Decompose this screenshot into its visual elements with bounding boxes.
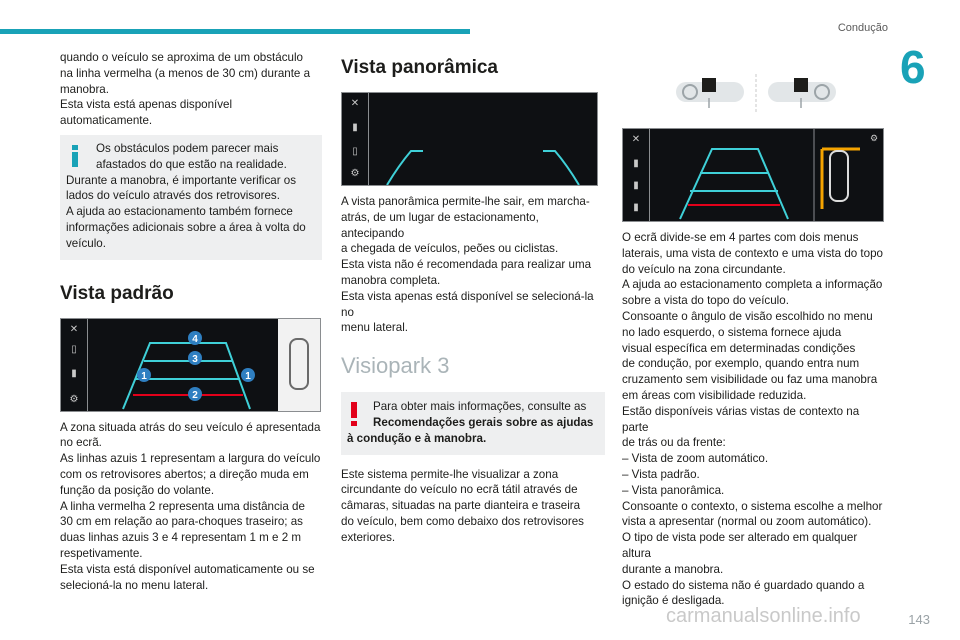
body-line: O tipo de vista pode ser alterado em qualquer altura — [622, 531, 858, 560]
intro-line: manobra. — [60, 82, 109, 96]
body-line: circundante do veículo no ecrã tátil através de — [341, 483, 578, 497]
info-note — [60, 135, 322, 260]
camera-front-icon: ▮ — [633, 180, 639, 191]
body-line: selecioná-la no menu lateral. — [60, 578, 209, 592]
body-line: duas linhas azuis 3 e 4 representam 1 m e 2 m — [60, 531, 302, 545]
note-line: informações adicionais sobre a área à volta do — [66, 220, 306, 234]
body-line: menu lateral. — [341, 321, 409, 335]
warning-line: à condução e à manobra. — [347, 431, 487, 445]
body-line: no ecrã. — [60, 436, 102, 450]
body-line: A ajuda ao estacionamento completa a informação — [622, 278, 883, 292]
body-line: exteriores. — [341, 530, 396, 544]
warning-line: Recomendações gerais sobre as ajudas — [373, 415, 594, 429]
column-1 — [60, 50, 322, 593]
heading-panoramic-view: Vista panorâmica — [341, 57, 499, 78]
body-line: laterais, uma vista de contexto e uma vista do topo — [622, 246, 884, 260]
standard-view-body — [60, 420, 322, 594]
panoramic-view-body — [341, 194, 605, 336]
note-line: veículo. — [66, 236, 106, 250]
column-3 — [622, 72, 884, 609]
camera-rear-icon: ▮ — [71, 367, 77, 379]
body-line: Este sistema permite-lhe visualizar a zona — [341, 467, 559, 481]
visiopark-body — [341, 467, 605, 546]
heading-standard-view: Vista padrão — [60, 282, 174, 304]
body-line: do veículo, bem como debaixo dos retrovisores — [341, 514, 584, 528]
body-line: Consoante o ângulo de visão escolhido no menu — [622, 309, 873, 323]
visiopark-description — [622, 230, 884, 609]
body-line: A vista panorâmica permite-lhe sair, em marcha- — [341, 195, 590, 208]
chapter-number: 6 — [900, 41, 926, 93]
intro-line: quando o veículo se aproxima de um obstáculo — [60, 51, 303, 64]
body-line: Estão disponíveis várias vistas de contexto na parte — [622, 404, 860, 434]
panoramic-view-screen — [341, 92, 598, 186]
marker-label: 1 — [141, 370, 147, 382]
body-line: O ecrã divide-se em 4 partes com dois menus — [622, 231, 859, 244]
camera-rear-icon: ▮ — [633, 158, 639, 169]
screen-side-menu — [61, 319, 88, 411]
body-line: câmaras, situadas na parte dianteira e traseira — [341, 499, 581, 513]
note-line: Os obstáculos podem parecer mais — [96, 141, 279, 155]
body-line: a chegada de veículos, peões ou ciclistas. — [341, 242, 559, 256]
warning-icon — [351, 402, 357, 426]
warning-line: Para obter mais informações, consulte as — [373, 400, 587, 414]
list-item: – Vista padrão. — [622, 467, 700, 481]
body-line: Consoante o contexto, o sistema escolhe a melhor — [622, 499, 883, 513]
body-line: de trás ou da frente: — [622, 436, 726, 450]
body-line: O estado do sistema não é guardado quando a — [622, 578, 865, 592]
note-line: afastados do que estão na realidade. — [96, 157, 287, 171]
list-item: – Vista de zoom automático. — [622, 452, 769, 466]
settings-icon: ⚙ — [870, 133, 879, 143]
section-title: Condução — [837, 22, 888, 34]
settings-icon: ⚙ — [69, 393, 79, 405]
watermark: carmanualsonline.info — [666, 605, 861, 627]
body-line: no lado esquerdo, o sistema fornece ajuda — [622, 325, 842, 339]
body-line: A zona situada atrás do seu veículo é apresentada — [60, 420, 321, 434]
screen-side-menu — [623, 129, 650, 221]
list-item: – Vista panorâmica. — [622, 483, 725, 497]
panoramic-guide-lines — [369, 93, 597, 185]
intro-line: Esta vista está apenas disponível automaticamente. — [60, 98, 233, 128]
camera-side-icon: ▮ — [633, 202, 639, 213]
note-line: lados do veículo através dos retrovisores. — [66, 189, 280, 203]
warning-note — [341, 392, 605, 454]
body-line: atrás, de um lugar de estacionamento, antecipando — [341, 210, 539, 240]
info-icon — [72, 145, 78, 167]
camera-front-icon: ▯ — [352, 146, 358, 157]
marker-label: 3 — [192, 353, 198, 365]
camera-position-icons — [676, 72, 836, 114]
body-line: A linha vermelha 2 representa uma distância de — [60, 499, 305, 513]
body-line: vista a apresentar (normal ou zoom automático). — [622, 515, 872, 529]
body-line: em áreas com visibilidade reduzida. — [622, 388, 807, 402]
body-line: cruzamento sem visibilidade ou faz uma manobra — [622, 373, 878, 387]
screen-side-menu — [342, 93, 369, 185]
body-line: durante a manobra. — [622, 562, 724, 576]
close-icon: ✕ — [631, 134, 641, 145]
body-line: visual específica em determinadas condições — [622, 341, 856, 355]
visiopark-screen — [622, 128, 884, 222]
body-line: Esta vista está disponível automaticamente ou se — [60, 562, 315, 576]
marker-label: 4 — [192, 333, 198, 345]
header-accent-bar — [0, 29, 470, 34]
guide-lines-graphic — [88, 319, 320, 411]
close-icon: ✕ — [350, 98, 360, 109]
note-line: Durante a manobra, é importante verificar os — [66, 173, 297, 187]
standard-view-screen — [60, 318, 321, 412]
page-number: 143 — [908, 612, 930, 627]
marker-label: 1 — [245, 370, 251, 382]
settings-icon: ⚙ — [350, 168, 360, 179]
body-line: Esta vista apenas está disponível se selecioná-la no — [341, 289, 594, 319]
column-2 — [341, 48, 605, 546]
body-line: respetivamente. — [60, 546, 143, 560]
close-icon: ✕ — [69, 323, 79, 335]
body-line: Esta vista não é recomendada para realizar uma — [341, 258, 592, 272]
marker-label: 2 — [192, 389, 198, 401]
heading-visiopark-3: Visiopark 3 — [341, 353, 450, 379]
body-line: sobre a vista do topo do veículo. — [622, 294, 789, 308]
body-line: do veículo na zona circundante. — [622, 262, 786, 276]
body-line: manobra completa. — [341, 273, 441, 287]
body-line: 30 cm em relação ao para-choques traseiro; as — [60, 515, 303, 529]
note-line: A ajuda ao estacionamento também fornece — [66, 205, 293, 219]
body-line: de condução, por exemplo, quando entra num — [622, 357, 860, 371]
camera-rear-icon: ▮ — [352, 122, 358, 133]
intro-line: na linha vermelha (a menos de 30 cm) durante a — [60, 66, 311, 80]
body-line: função da posição do volante. — [60, 483, 215, 497]
body-line: As linhas azuis 1 representam a largura do veículo — [60, 452, 321, 466]
body-line: com os retrovisores abertos; a direção muda em — [60, 467, 309, 481]
body-line: ignição é desligada. — [622, 594, 725, 608]
camera-front-icon: ▯ — [71, 343, 77, 355]
visiopark-graphic — [650, 129, 883, 221]
